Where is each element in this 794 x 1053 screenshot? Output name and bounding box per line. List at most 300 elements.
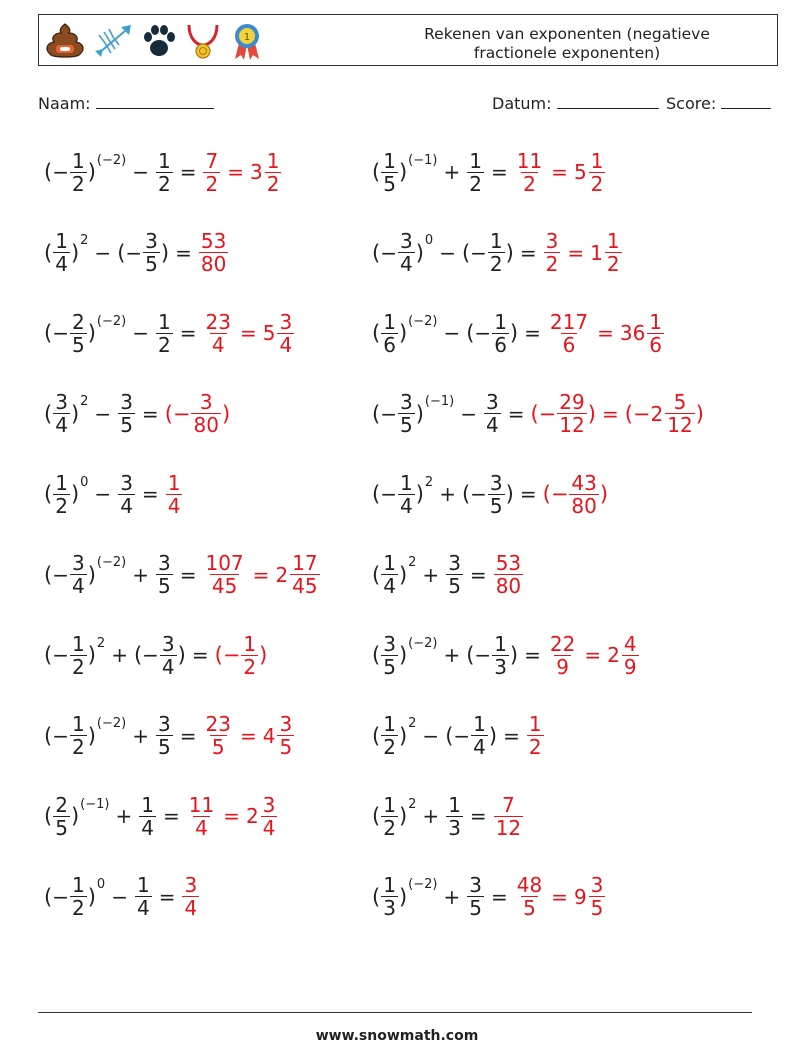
answer-fraction-denominator: 4: [184, 896, 198, 920]
mixed-fraction-numerator: 4: [623, 631, 637, 656]
term-2-fraction: [446, 552, 463, 597]
term-2-close-paren: ): [505, 482, 514, 506]
answer-fraction-denominator: 45: [211, 574, 238, 598]
term-1-open-paren: (: [44, 321, 53, 345]
term-1-exponent: 0: [80, 474, 89, 490]
equals-sign: =: [175, 240, 192, 265]
operator: +: [439, 482, 456, 506]
term-1-minus-sign: −: [52, 562, 69, 587]
term-1-fraction-denominator: 2: [71, 896, 85, 920]
answer-fraction-denominator: 2: [528, 735, 542, 759]
term-1-close-paren: ): [415, 240, 424, 265]
mixed-whole: 4: [262, 723, 276, 748]
answer: [198, 230, 229, 275]
term-2-fraction-denominator: 4: [161, 654, 175, 679]
answer: [547, 633, 640, 678]
answer-fraction-denominator: 12: [559, 413, 585, 437]
answer-equals-sign: =: [239, 321, 257, 345]
answer: [493, 794, 524, 839]
term-1-close-paren: ): [87, 321, 96, 345]
answer-fraction-numerator: 22: [549, 631, 576, 656]
mixed-fraction-denominator: 5: [279, 735, 293, 759]
term-1-open-paren: (: [44, 804, 53, 828]
equals-sign: =: [519, 240, 537, 265]
term-2-fraction-denominator: 4: [485, 413, 499, 437]
term-1-close-paren: ): [87, 160, 96, 184]
term-1-exponent: (−2): [96, 313, 127, 329]
term-1-fraction-denominator: 5: [399, 413, 413, 437]
term-1-fraction-numerator: 2: [55, 792, 68, 817]
term-2-fraction-numerator: 1: [141, 792, 154, 817]
answer-equals-sign: =: [227, 160, 244, 184]
problem-row: [44, 223, 229, 283]
term-2-minus-sign: −: [470, 240, 487, 265]
answer-open-paren: (−: [530, 401, 557, 426]
equals-sign: =: [524, 321, 541, 345]
term-2-close-paren: ): [509, 643, 519, 667]
term-2-fraction-denominator: 3: [448, 815, 461, 840]
mixed-whole: 2: [650, 401, 664, 426]
term-1: [44, 150, 126, 195]
term-1: [372, 794, 416, 839]
term-1: [372, 472, 433, 517]
icon-strip: [43, 19, 267, 63]
answer-fraction-numerator: 53: [495, 551, 522, 575]
equals-sign: =: [507, 401, 525, 426]
equals-sign: =: [179, 562, 197, 587]
term-1-close-paren: ): [87, 643, 96, 667]
term-2-fraction-denominator: 4: [141, 815, 154, 840]
operator: −: [439, 240, 456, 265]
answer-fraction-denominator: 80: [571, 493, 597, 518]
answer-close-paren: ): [259, 643, 268, 667]
date-blank[interactable]: [557, 92, 659, 109]
answer-fraction: [241, 633, 258, 678]
answer: [514, 150, 607, 195]
term-1-exponent: (−2): [408, 313, 438, 329]
answer-equals-sign: =: [223, 804, 240, 828]
term-2-fraction-numerator: 1: [448, 792, 461, 817]
problem-row: [372, 223, 623, 283]
answer-fraction-numerator: 23: [205, 309, 231, 334]
term-1: [44, 552, 126, 597]
answer-fraction: [203, 713, 232, 758]
term-1-fraction: [53, 391, 70, 436]
answer-fraction: [191, 391, 220, 436]
term-1-exponent: 0: [96, 877, 106, 892]
term-1-exponent: 2: [408, 716, 417, 731]
problem-row: [44, 706, 295, 766]
term-1-fraction: [381, 794, 398, 839]
equals-sign: =: [469, 804, 487, 828]
poop-icon: [43, 21, 87, 61]
term-1-fraction-numerator: 1: [55, 229, 68, 253]
mixed-fraction: [261, 794, 278, 839]
term-1-fraction-numerator: 1: [399, 470, 413, 495]
term-2: [483, 391, 502, 436]
term-2-fraction-denominator: 3: [494, 654, 507, 679]
term-2-fraction: [492, 311, 509, 356]
answer-fraction: [187, 794, 216, 839]
problem-row: [372, 545, 524, 605]
equals-sign: =: [490, 884, 508, 909]
term-1-fraction-numerator: 1: [55, 470, 68, 495]
term-1-fraction-denominator: 2: [383, 735, 396, 759]
answer-fraction: [557, 391, 586, 436]
term-1-open-paren: (: [44, 723, 53, 748]
term-1-fraction-denominator: 4: [71, 574, 85, 598]
term-1-fraction: [381, 633, 398, 678]
term-1-fraction-numerator: 1: [71, 148, 85, 173]
term-1-close-paren: ): [87, 884, 96, 909]
term-1-exponent: (−1): [80, 796, 110, 812]
term-1-fraction-numerator: 1: [383, 712, 396, 736]
answer-fraction-denominator: 4: [195, 815, 208, 840]
equals-sign: =: [490, 160, 508, 184]
term-1-fraction: [70, 713, 87, 758]
equals-sign: =: [179, 723, 197, 748]
term-2-fraction-numerator: 3: [469, 873, 482, 897]
answer: [186, 794, 279, 839]
mixed-fraction-denominator: 4: [262, 815, 276, 840]
mixed-fraction-numerator: 17: [292, 551, 318, 575]
term-1-minus-sign: −: [52, 321, 69, 345]
mixed-fraction: [647, 311, 664, 356]
term-2-minus-sign: −: [142, 643, 159, 667]
answer: [514, 874, 607, 919]
term-1-open-paren: (: [372, 240, 381, 265]
term-2-fraction-numerator: 3: [489, 470, 503, 495]
operator: −: [94, 482, 112, 506]
answer-close-paren: ): [587, 401, 596, 426]
term-2-close-paren: ): [509, 321, 519, 345]
problem-row: [44, 786, 278, 846]
name-label: Naam:: [38, 94, 91, 113]
operator: +: [115, 804, 133, 828]
term-2-fraction: [143, 230, 160, 275]
mixed-whole: 2: [607, 643, 620, 667]
term-1-close-paren: ): [398, 160, 408, 184]
term-2-open-paren: (: [461, 482, 471, 506]
term-1-exponent: 2: [408, 796, 417, 812]
answer-fraction: [515, 874, 544, 919]
mixed-fraction-denominator: 2: [606, 252, 620, 276]
problem-row: [372, 867, 606, 927]
term-1-fraction-denominator: 4: [399, 252, 413, 276]
term-1-fraction: [70, 633, 87, 678]
term-1-fraction-denominator: 2: [71, 171, 85, 196]
term-1-open-paren: (: [44, 643, 53, 667]
answer: [547, 311, 665, 356]
term-1: [44, 230, 88, 275]
term-2-fraction-numerator: 1: [489, 229, 503, 253]
term-1-open-paren: (: [372, 562, 381, 587]
answer-fraction-numerator: 43: [571, 470, 597, 495]
term-2-fraction-numerator: 3: [485, 390, 499, 414]
mixed-fraction-denominator: 4: [279, 332, 293, 357]
operator: +: [132, 562, 149, 587]
name-blank[interactable]: [96, 92, 214, 109]
term-2-fraction: [118, 472, 135, 517]
term-1-fraction: [398, 391, 415, 436]
term-1-fraction: [398, 472, 415, 517]
term-2: [466, 150, 485, 195]
term-1-fraction-denominator: 2: [55, 493, 68, 518]
answer-equals-sign: =: [239, 723, 257, 748]
term-2-open-paren: (: [461, 240, 471, 265]
mixed-fraction: [277, 311, 294, 356]
term-2: [117, 472, 136, 517]
term-2-fraction-denominator: 5: [145, 252, 158, 276]
term-1: [44, 472, 88, 517]
term-1: [44, 874, 105, 919]
operator: +: [443, 160, 461, 184]
term-1-fraction-denominator: 6: [383, 332, 396, 357]
mixed-fraction: [589, 874, 606, 919]
term-1-fraction-denominator: 5: [383, 654, 396, 679]
mixed-fraction-denominator: 9: [623, 654, 637, 679]
term-1-fraction: [381, 552, 398, 597]
term-1-close-paren: ): [70, 401, 80, 426]
term-2-fraction: [446, 794, 463, 839]
term-1-fraction-denominator: 4: [55, 252, 68, 276]
answer-fraction: [494, 794, 523, 839]
term-1-exponent: (−1): [424, 394, 455, 409]
equals-sign: =: [469, 562, 487, 587]
answer-fraction-denominator: 4: [211, 332, 225, 357]
term-1-close-paren: ): [87, 723, 96, 748]
answer: [181, 874, 200, 919]
term-1-open-paren: (: [44, 884, 53, 909]
answer-fraction-numerator: 3: [199, 390, 213, 414]
mixed-fraction-denominator: 45: [292, 574, 318, 598]
term-2-fraction-numerator: 3: [448, 551, 461, 575]
answer-fraction-denominator: 5: [523, 896, 536, 920]
mixed-fraction: [589, 150, 606, 195]
term-2-minus-sign: −: [470, 482, 487, 506]
mixed-fraction-denominator: 12: [667, 413, 693, 437]
mixed-fraction: [665, 391, 694, 436]
answer: [493, 552, 524, 597]
term-1-fraction-numerator: 1: [383, 148, 396, 173]
term-2-fraction-denominator: 5: [469, 896, 482, 920]
term-1-fraction: [381, 311, 398, 356]
answer-fraction: [182, 874, 199, 919]
answer-fraction: [544, 230, 561, 275]
term-2-fraction: [135, 874, 152, 919]
term-2-fraction: [492, 633, 509, 678]
equals-sign: =: [503, 723, 520, 748]
score-field: [666, 92, 771, 113]
term-1-fraction-numerator: 1: [71, 712, 85, 736]
term-1-fraction-denominator: 5: [55, 815, 68, 840]
header-box: [38, 14, 778, 66]
mixed-close-paren: ): [695, 401, 704, 426]
term-2-open-paren: (: [445, 723, 454, 748]
operator: −: [422, 723, 440, 748]
answer-fraction-numerator: 29: [559, 390, 585, 414]
problem-row: [372, 625, 640, 685]
term-2-fraction-numerator: 1: [136, 873, 150, 897]
term-1: [372, 391, 454, 436]
fish-skeleton-icon: [91, 21, 135, 61]
term-1-fraction: [53, 794, 70, 839]
term-1: [44, 633, 105, 678]
answer-fraction-denominator: 4: [167, 493, 181, 518]
answer: [215, 633, 268, 678]
term-1-open-paren: (: [372, 321, 381, 345]
term-1-exponent: (−2): [408, 877, 438, 892]
mixed-open-paren: (−: [624, 401, 651, 426]
term-1-fraction: [70, 552, 87, 597]
term-2-fraction-denominator: 5: [448, 574, 461, 598]
term-1-fraction-denominator: 4: [55, 413, 68, 437]
mixed-fraction-denominator: 6: [649, 332, 663, 357]
term-2-close-paren: ): [505, 240, 514, 265]
problem-row: [44, 545, 321, 605]
term-1-close-paren: ): [70, 240, 80, 265]
term-1-minus-sign: −: [52, 160, 69, 184]
term-1-fraction-denominator: 2: [71, 735, 85, 759]
term-2-minus-sign: −: [453, 723, 471, 748]
term-1-fraction: [53, 472, 70, 517]
term-2: [466, 874, 485, 919]
term-2-close-paren: ): [177, 643, 186, 667]
svg-text:1: 1: [243, 32, 251, 43]
term-1-minus-sign: −: [52, 884, 69, 909]
answer-fraction: [166, 472, 183, 517]
answer-close-paren: ): [221, 401, 231, 426]
answer: [165, 472, 184, 517]
equals-sign: =: [179, 160, 197, 184]
answer-fraction: [199, 230, 228, 275]
term-1-exponent: (−2): [96, 555, 127, 570]
term-1-exponent: (−2): [96, 716, 127, 731]
term-2: [134, 874, 153, 919]
answer: [202, 552, 320, 597]
answer-fraction-denominator: 5: [211, 735, 225, 759]
term-1-fraction-numerator: 1: [383, 873, 396, 897]
problem-row: [44, 142, 282, 202]
answer-open-paren: (−: [214, 643, 241, 667]
term-1-fraction-numerator: 3: [71, 551, 85, 575]
term-2-fraction-numerator: 1: [469, 148, 482, 173]
answer-fraction-numerator: 107: [205, 551, 244, 575]
answer-fraction-numerator: 48: [516, 873, 543, 897]
answer-fraction: [203, 150, 220, 195]
problem-row: [44, 867, 200, 927]
term-2: [117, 391, 136, 436]
term-1-minus-sign: −: [380, 482, 397, 506]
answer-fraction-denominator: 2: [243, 654, 257, 679]
term-2-fraction-denominator: 5: [157, 574, 171, 598]
term-1-exponent: 2: [424, 474, 434, 490]
term-1-fraction: [381, 713, 398, 758]
term-1-fraction-numerator: 1: [383, 309, 396, 334]
equals-sign: =: [179, 321, 197, 345]
term-1-open-paren: (: [372, 482, 381, 506]
answer-fraction: [527, 713, 544, 758]
answer-equals-sign: =: [584, 643, 602, 667]
score-blank[interactable]: [721, 92, 771, 109]
term-1-close-paren: ): [70, 804, 80, 828]
term-1-minus-sign: −: [380, 401, 397, 426]
term-1: [372, 874, 437, 919]
term-2-fraction: [471, 713, 488, 758]
term-2-fraction: [484, 391, 501, 436]
term-1-fraction-numerator: 3: [55, 390, 68, 414]
term-2-fraction-numerator: 3: [161, 631, 175, 656]
term-1-minus-sign: −: [380, 240, 397, 265]
term-1-close-paren: ): [415, 401, 424, 426]
answer-fraction-denominator: 2: [545, 252, 559, 276]
term-1: [372, 713, 416, 758]
term-1-exponent: (−2): [96, 152, 127, 168]
operator: −: [111, 884, 128, 909]
term-1-fraction-numerator: 3: [399, 229, 413, 253]
term-1-close-paren: ): [415, 482, 424, 506]
problem-row: [372, 786, 524, 846]
answer-open-paren: (−: [164, 401, 191, 426]
answer-fraction: [203, 552, 245, 597]
term-1-open-paren: (: [372, 884, 381, 909]
footer-divider: [38, 1012, 752, 1013]
answer-equals-sign: =: [601, 401, 619, 426]
term-1-fraction: [381, 150, 398, 195]
term-2: [466, 633, 518, 678]
term-2: [138, 794, 157, 839]
term-2-fraction-denominator: 5: [489, 493, 503, 518]
mixed-fraction-numerator: 3: [590, 873, 604, 897]
mixed-fraction: [622, 633, 639, 678]
operator: +: [443, 884, 461, 909]
term-1-fraction: [53, 230, 70, 275]
term-2-fraction: [139, 794, 156, 839]
term-2-fraction-denominator: 4: [136, 896, 150, 920]
mixed-whole: 5: [262, 321, 276, 345]
term-1-open-paren: (: [372, 804, 381, 828]
term-1-fraction-numerator: 1: [71, 631, 85, 656]
operator: +: [443, 643, 461, 667]
answer-fraction: [203, 311, 232, 356]
term-1-open-paren: (: [44, 562, 53, 587]
answer-fraction-numerator: 11: [188, 792, 215, 817]
term-1: [44, 794, 109, 839]
operator: −: [132, 321, 149, 345]
equals-sign: =: [162, 804, 180, 828]
term-2-fraction-denominator: 2: [469, 171, 482, 196]
term-1: [372, 150, 437, 195]
term-1-exponent: 2: [408, 555, 417, 570]
answer-fraction-denominator: 2: [205, 171, 219, 196]
mixed-whole: 2: [245, 804, 259, 828]
term-1-open-paren: (: [372, 160, 381, 184]
term-2-fraction: [467, 150, 484, 195]
term-2-minus-sign: −: [474, 321, 492, 345]
answer: [202, 311, 295, 356]
term-2-fraction: [156, 150, 173, 195]
mixed-fraction: [265, 150, 282, 195]
problem-row: [372, 706, 545, 766]
term-2-close-paren: ): [160, 240, 170, 265]
term-1-fraction-numerator: 1: [383, 551, 396, 575]
term-2-fraction-denominator: 2: [157, 171, 171, 196]
answer-equals-sign: =: [551, 160, 568, 184]
problem-row: [44, 625, 267, 685]
term-1-open-paren: (: [44, 401, 53, 426]
term-1: [44, 311, 126, 356]
term-2-fraction-numerator: 3: [120, 390, 133, 414]
